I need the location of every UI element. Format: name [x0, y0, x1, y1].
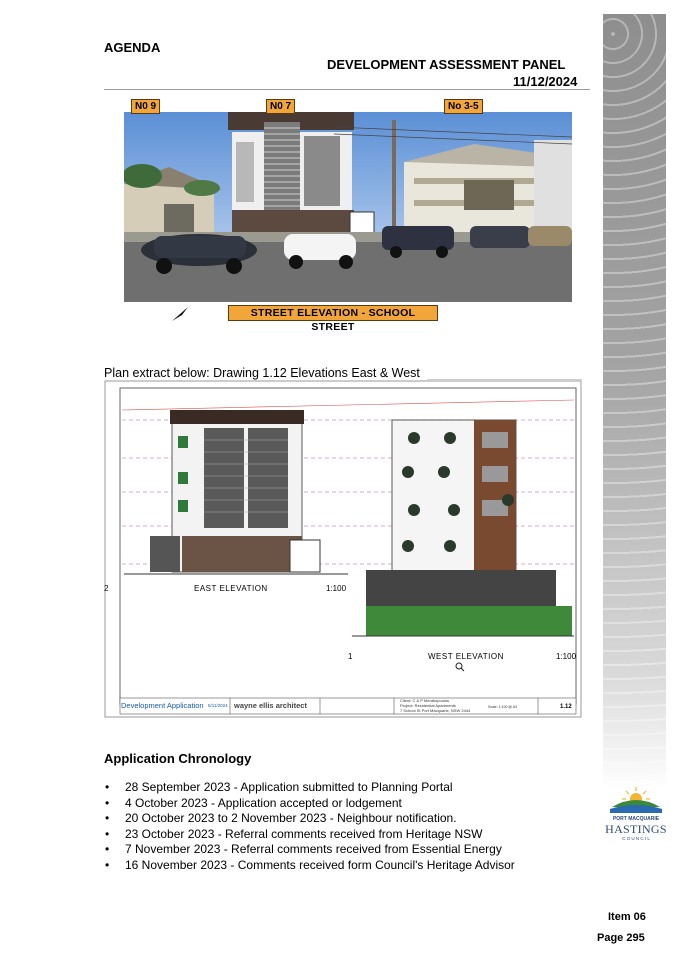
page-number: Page 295: [597, 932, 645, 944]
title-block-date: 5/11/2024: [208, 703, 228, 708]
agenda-heading: AGENDA: [104, 40, 161, 55]
title-block-address: 7 School St Port Macquarie, NSW 2444: [400, 708, 471, 713]
title-block-architect: wayne ellis architect: [234, 701, 307, 710]
building-tag-no3-5: No 3-5: [444, 99, 483, 114]
council-logo: [604, 785, 668, 845]
logo-mark-icon: [604, 785, 668, 815]
east-elevation-label: EAST ELEVATION: [194, 584, 268, 593]
header-divider: [104, 89, 590, 90]
title-block-client: Client: C & P Merakopoulos: [400, 698, 450, 703]
elevations-drawing: [104, 380, 582, 718]
plan-extract-caption: Plan extract below: Drawing 1.12 Elevations East & West: [104, 366, 420, 380]
chronology-heading: Application Chronology: [104, 751, 252, 766]
west-drawing-number: 1: [348, 652, 353, 661]
chronology-item: • 23 October 2023 - Referral comments received from Heritage NSW: [104, 827, 574, 843]
title-block-application: Development Application: [121, 701, 204, 710]
chronology-item: • 16 November 2023 - Comments received form Council's Heritage Advisor: [104, 858, 574, 874]
logo-line-1: PORT MACQUARIE: [612, 816, 660, 822]
west-elevation-label: WEST ELEVATION: [428, 652, 504, 661]
west-scale-label: 1:100: [556, 652, 577, 661]
north-arrow-icon: [170, 305, 190, 323]
street-elevation-caption: STREET ELEVATION - SCHOOL STREET: [228, 305, 438, 321]
title-block-drawing-number: 1.12: [560, 704, 572, 710]
title-block-scale: Scale: 1:100 @ A3: [488, 705, 518, 709]
meeting-date: 11/12/2024: [513, 74, 578, 89]
chronology-item: • 28 September 2023 - Application submitted to Planning Portal: [104, 780, 574, 796]
logo-line-2: HASTINGS: [605, 822, 667, 836]
building-tag-no9: N0 9: [131, 99, 160, 114]
building-tag-no7: N0 7: [266, 99, 295, 114]
panel-title: DEVELOPMENT ASSESSMENT PANEL: [327, 57, 566, 72]
title-block-project: Project: Residential Apartments: [400, 703, 456, 708]
street-elevation-photo: [124, 101, 572, 302]
east-drawing-number: 2: [104, 584, 109, 593]
item-number: Item 06: [608, 911, 646, 923]
elevations-drawing-graphic: [104, 380, 582, 718]
chronology-item: • 4 October 2023 - Application accepted or lodgement: [104, 796, 574, 812]
east-scale-label: 1:100: [326, 584, 347, 593]
logo-line-3: C O U N C I L: [622, 836, 650, 841]
chronology-list: [104, 780, 574, 874]
street-scene-image: [124, 112, 572, 302]
chronology-item: • 20 October 2023 to 2 November 2023 - Neighbour notification.: [104, 811, 574, 827]
chronology-item: • 7 November 2023 - Referral comments received from Essential Energy: [104, 842, 574, 858]
decorative-side-band: [603, 14, 666, 790]
